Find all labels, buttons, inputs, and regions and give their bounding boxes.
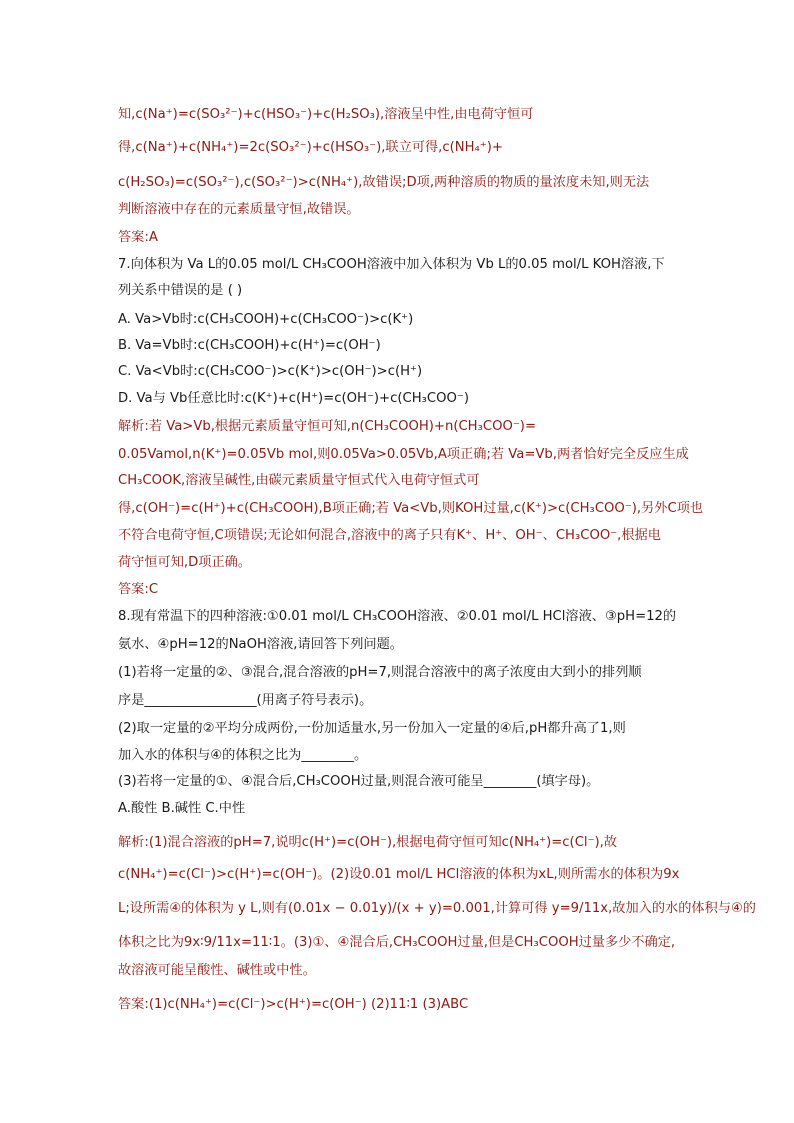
analysis-line: 解析:(1)混合溶液的pH=7,说明c(H⁺)=c(OH⁻),根据电荷守恒可知c(NH₄⁺)=c(Cl⁻),故	[118, 835, 618, 850]
analysis-line: CH₃COOK,溶液呈碱性,由碳元素质量守恒式代入电荷守恒式可	[118, 473, 480, 488]
text-line: 判断溶液中存在的元素质量守恒,故错误。	[118, 202, 360, 217]
subquestion-1: 序是_________________(用离子符号表示)。	[118, 693, 373, 708]
answer-line: 答案:C	[118, 582, 159, 597]
answer-line: 答案:(1)c(NH₄⁺)=c(Cl⁻)>c(H⁺)=c(OH⁻) (2)11∶1 (3)ABC	[118, 997, 469, 1012]
text-line: 知,c(Na⁺)=c(SO₃²⁻)+c(HSO₃⁻)+c(H₂SO₃),溶液呈中性,由电荷守恒可	[118, 107, 534, 122]
question-7-stem: 列关系中错误的是 ( )	[118, 283, 243, 298]
option-a: A. Va>Vb时:c(CH₃COOH)+c(CH₃COO⁻)>c(K⁺)	[118, 312, 414, 327]
text-line: c(H₂SO₃)=c(SO₃²⁻),c(SO₃²⁻)>c(NH₄⁺),故错误;D项,两种溶质的物质的量浓度未知,则无法	[118, 175, 650, 190]
question-7-stem: 7.向体积为 Va L的0.05 mol/L CH₃COOH溶液中加入体积为 Vb L的0.05 mol/L KOH溶液,下	[118, 257, 665, 272]
analysis-line: 体积之比为9x∶9/11x=11∶1。(3)①、④混合后,CH₃COOH过量,但是CH₃COOH过量多少不确定,	[118, 935, 676, 950]
question-8-stem: 8.现有常温下的四种溶液:①0.01 mol/L CH₃COOH溶液、②0.01 mol/L HCl溶液、③pH=12的	[118, 609, 677, 624]
option-b: B. Va=Vb时:c(CH₃COOH)+c(H⁺)=c(OH⁻)	[118, 338, 381, 353]
analysis-line: 不符合电荷守恒,C项错误;无论如何混合,溶液中的离子只有K⁺、H⁺、OH⁻、CH₃COO⁻,根据电	[118, 528, 661, 543]
subquestion-3: (3)若将一定量的①、④混合后,CH₃COOH过量,则混合液可能呈________(填字母)。	[118, 774, 600, 789]
analysis-line: 故溶液可能呈酸性、碱性或中性。	[118, 963, 316, 978]
text-line: 得,c(Na⁺)+c(NH₄⁺)=2c(SO₃²⁻)+c(HSO₃⁻),联立可得,c(NH₄⁺)+	[118, 140, 503, 155]
analysis-line: 得,c(OH⁻)=c(H⁺)+c(CH₃COOH),B项正确;若 Va<Vb,则KOH过量,c(K⁺)>c(CH₃COO⁻),另外C项也	[118, 501, 704, 516]
analysis-line: 0.05Vamol,n(K⁺)=0.05Vb mol,则0.05Va>0.05Vb,A项正确;若 Va=Vb,两者恰好完全反应生成	[118, 447, 689, 462]
choices-line: A.酸性 B.碱性 C.中性	[118, 801, 246, 816]
subquestion-2: 加入水的体积与④的体积之比为________。	[118, 748, 368, 763]
answer-line: 答案:A	[118, 230, 158, 245]
subquestion-1: (1)若将一定量的②、③混合,混合溶液的pH=7,则混合溶液中的离子浓度由大到小的排列顺	[118, 665, 642, 680]
option-d: D. Va与 Vb任意比时:c(K⁺)+c(H⁺)=c(OH⁻)+c(CH₃COO⁻)	[118, 391, 469, 406]
subquestion-2: (2)取一定量的②平均分成两份,一份加适量水,另一份加入一定量的④后,pH都升高了1,则	[118, 721, 626, 736]
option-c: C. Va<Vb时:c(CH₃COO⁻)>c(K⁺)>c(OH⁻)>c(H⁺)	[118, 364, 423, 379]
analysis-line: 荷守恒可知,D项正确。	[118, 555, 252, 570]
analysis-line: 解析:若 Va>Vb,根据元素质量守恒可知,n(CH₃COOH)+n(CH₃COO⁻)=	[118, 419, 537, 434]
question-8-stem: 氨水、④pH=12的NaOH溶液,请回答下列问题。	[118, 637, 403, 652]
analysis-line: L;设所需④的体积为 y L,则有(0.01x − 0.01y)/(x + y)=0.001,计算可得 y=9/11x,故加入的水的体积与④的	[118, 901, 756, 916]
analysis-line: c(NH₄⁺)=c(Cl⁻)>c(H⁺)=c(OH⁻)。(2)设0.01 mol/L HCl溶液的体积为xL,则所需水的体积为9x	[118, 867, 680, 882]
